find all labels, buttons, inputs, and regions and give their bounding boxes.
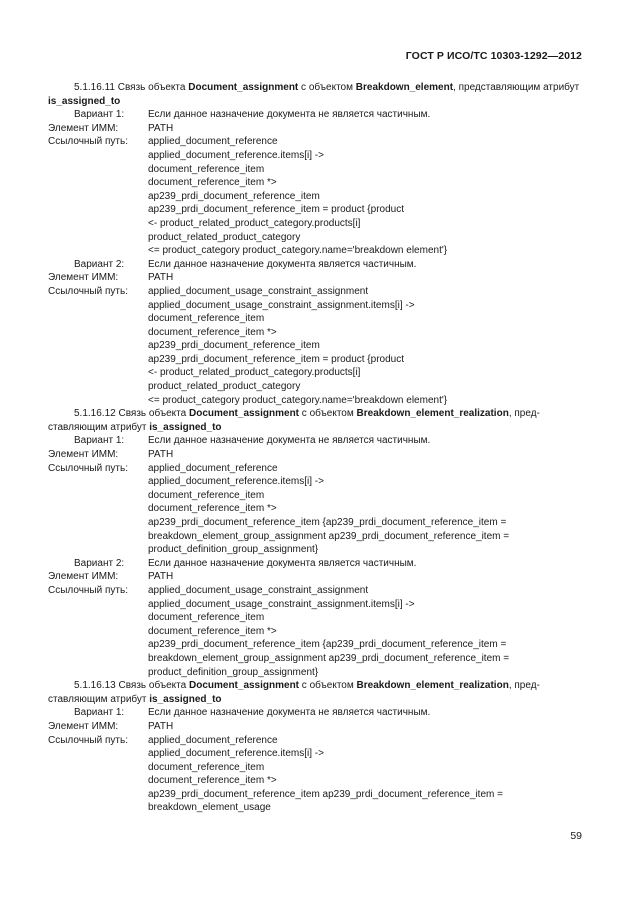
path-line: ap239_prdi_document_reference_item = product {product [148, 204, 405, 216]
path-line: <- product_related_product_category.products[i] [148, 217, 361, 229]
path-line: <= product_category product_category.name='breakdown element'} [148, 245, 448, 257]
path-line: breakdown_element_group_assignment ap239_prdi_document_reference_item = [148, 652, 510, 664]
path-line: document_reference_item [148, 489, 265, 501]
path-line: product_definition_group_assignment} [148, 544, 319, 556]
path-line: <- product_related_product_category.products[i] [148, 367, 361, 379]
ref-path-row: Ссылочный путь: applied_document_usage_constraint_assignment [48, 584, 369, 596]
variant-row: Вариант 2: Если данное назначение документа является частичным. [74, 258, 417, 270]
path-line: document_reference_item *> [148, 177, 277, 189]
element-row: Элемент ИММ: PATH [48, 122, 174, 134]
variant-row: Вариант 1: Если данное назначение документа не является частичным. [74, 109, 431, 121]
path-line: ap239_prdi_document_reference_item [148, 190, 320, 202]
path-line: breakdown_element_usage [148, 802, 271, 814]
element-row: Элемент ИММ: PATH [48, 571, 174, 583]
path-line: applied_document_reference.items[i] -> [148, 149, 324, 161]
path-line: document_reference_item [148, 163, 265, 175]
path-line: document_reference_item [148, 313, 265, 325]
path-line: document_reference_item *> [148, 326, 277, 338]
path-line: product_definition_group_assignment} [148, 666, 319, 678]
page-header: ГОСТ Р ИСО/ТС 10303-1292—2012 [405, 50, 582, 62]
path-line: document_reference_item *> [148, 625, 277, 637]
path-line: document_reference_item *> [148, 775, 277, 787]
path-line: ap239_prdi_document_reference_item ap239_prdi_document_reference_item = [148, 788, 503, 800]
variant-row: Вариант 1: Если данное назначение документа не является частичным. [74, 435, 431, 447]
path-line: applied_document_reference.items[i] -> [148, 748, 324, 760]
path-line: document_reference_item [148, 761, 265, 773]
path-line: ap239_prdi_document_reference_item {ap239_prdi_document_reference_item = [148, 517, 507, 528]
section-heading: 5.1.16.12 Связь объекта Document_assignment с объектом Breakdown_element_realization, пред-ставляющим атрибут is_assigned_to [48, 408, 540, 433]
path-line: applied_document_usage_constraint_assignment.items[i] -> [148, 299, 415, 311]
variant-row: Вариант 1: Если данное назначение документа не является частичным. [74, 707, 431, 719]
path-line: ap239_prdi_document_reference_item = product {product [148, 353, 405, 365]
path-line: <= product_category product_category.name='breakdown element'} [148, 394, 448, 406]
document-body [48, 81, 588, 815]
path-line: breakdown_element_group_assignment ap239_prdi_document_reference_item = [148, 530, 510, 542]
page-number: 59 [570, 830, 582, 842]
path-line: ap239_prdi_document_reference_item [148, 340, 320, 352]
element-row: Элемент ИММ: PATH [48, 272, 174, 284]
path-line: product_related_product_category [148, 231, 301, 243]
path-line: document_reference_item *> [148, 503, 277, 515]
path-line: applied_document_reference.items[i] -> [148, 476, 324, 488]
section-heading: 5.1.16.11 Связь объекта Document_assignment с объектом Breakdown_element, представляющим атрибут is_assigned_to [48, 82, 580, 107]
path-line: applied_document_usage_constraint_assignment.items[i] -> [148, 598, 415, 610]
variant-row: Вариант 2: Если данное назначение документа является частичным. [74, 557, 417, 569]
ref-path-row: Ссылочный путь: applied_document_usage_constraint_assignment [48, 285, 369, 297]
ref-path-row: Ссылочный путь: applied_document_reference [48, 462, 278, 474]
path-line: ap239_prdi_document_reference_item {ap239_prdi_document_reference_item = [148, 639, 507, 651]
ref-path-row: Ссылочный путь: applied_document_reference [48, 734, 278, 746]
ref-path-row: Ссылочный путь: applied_document_reference [48, 136, 278, 148]
element-row: Элемент ИММ: PATH [48, 449, 174, 461]
section-heading: 5.1.16.13 Связь объекта Document_assignment с объектом Breakdown_element_realization, пред-ставляющим атрибут is_assigned_to [48, 680, 540, 705]
element-row: Элемент ИММ: PATH [48, 720, 174, 732]
path-line: document_reference_item [148, 612, 265, 624]
path-line: product_related_product_category [148, 381, 301, 393]
